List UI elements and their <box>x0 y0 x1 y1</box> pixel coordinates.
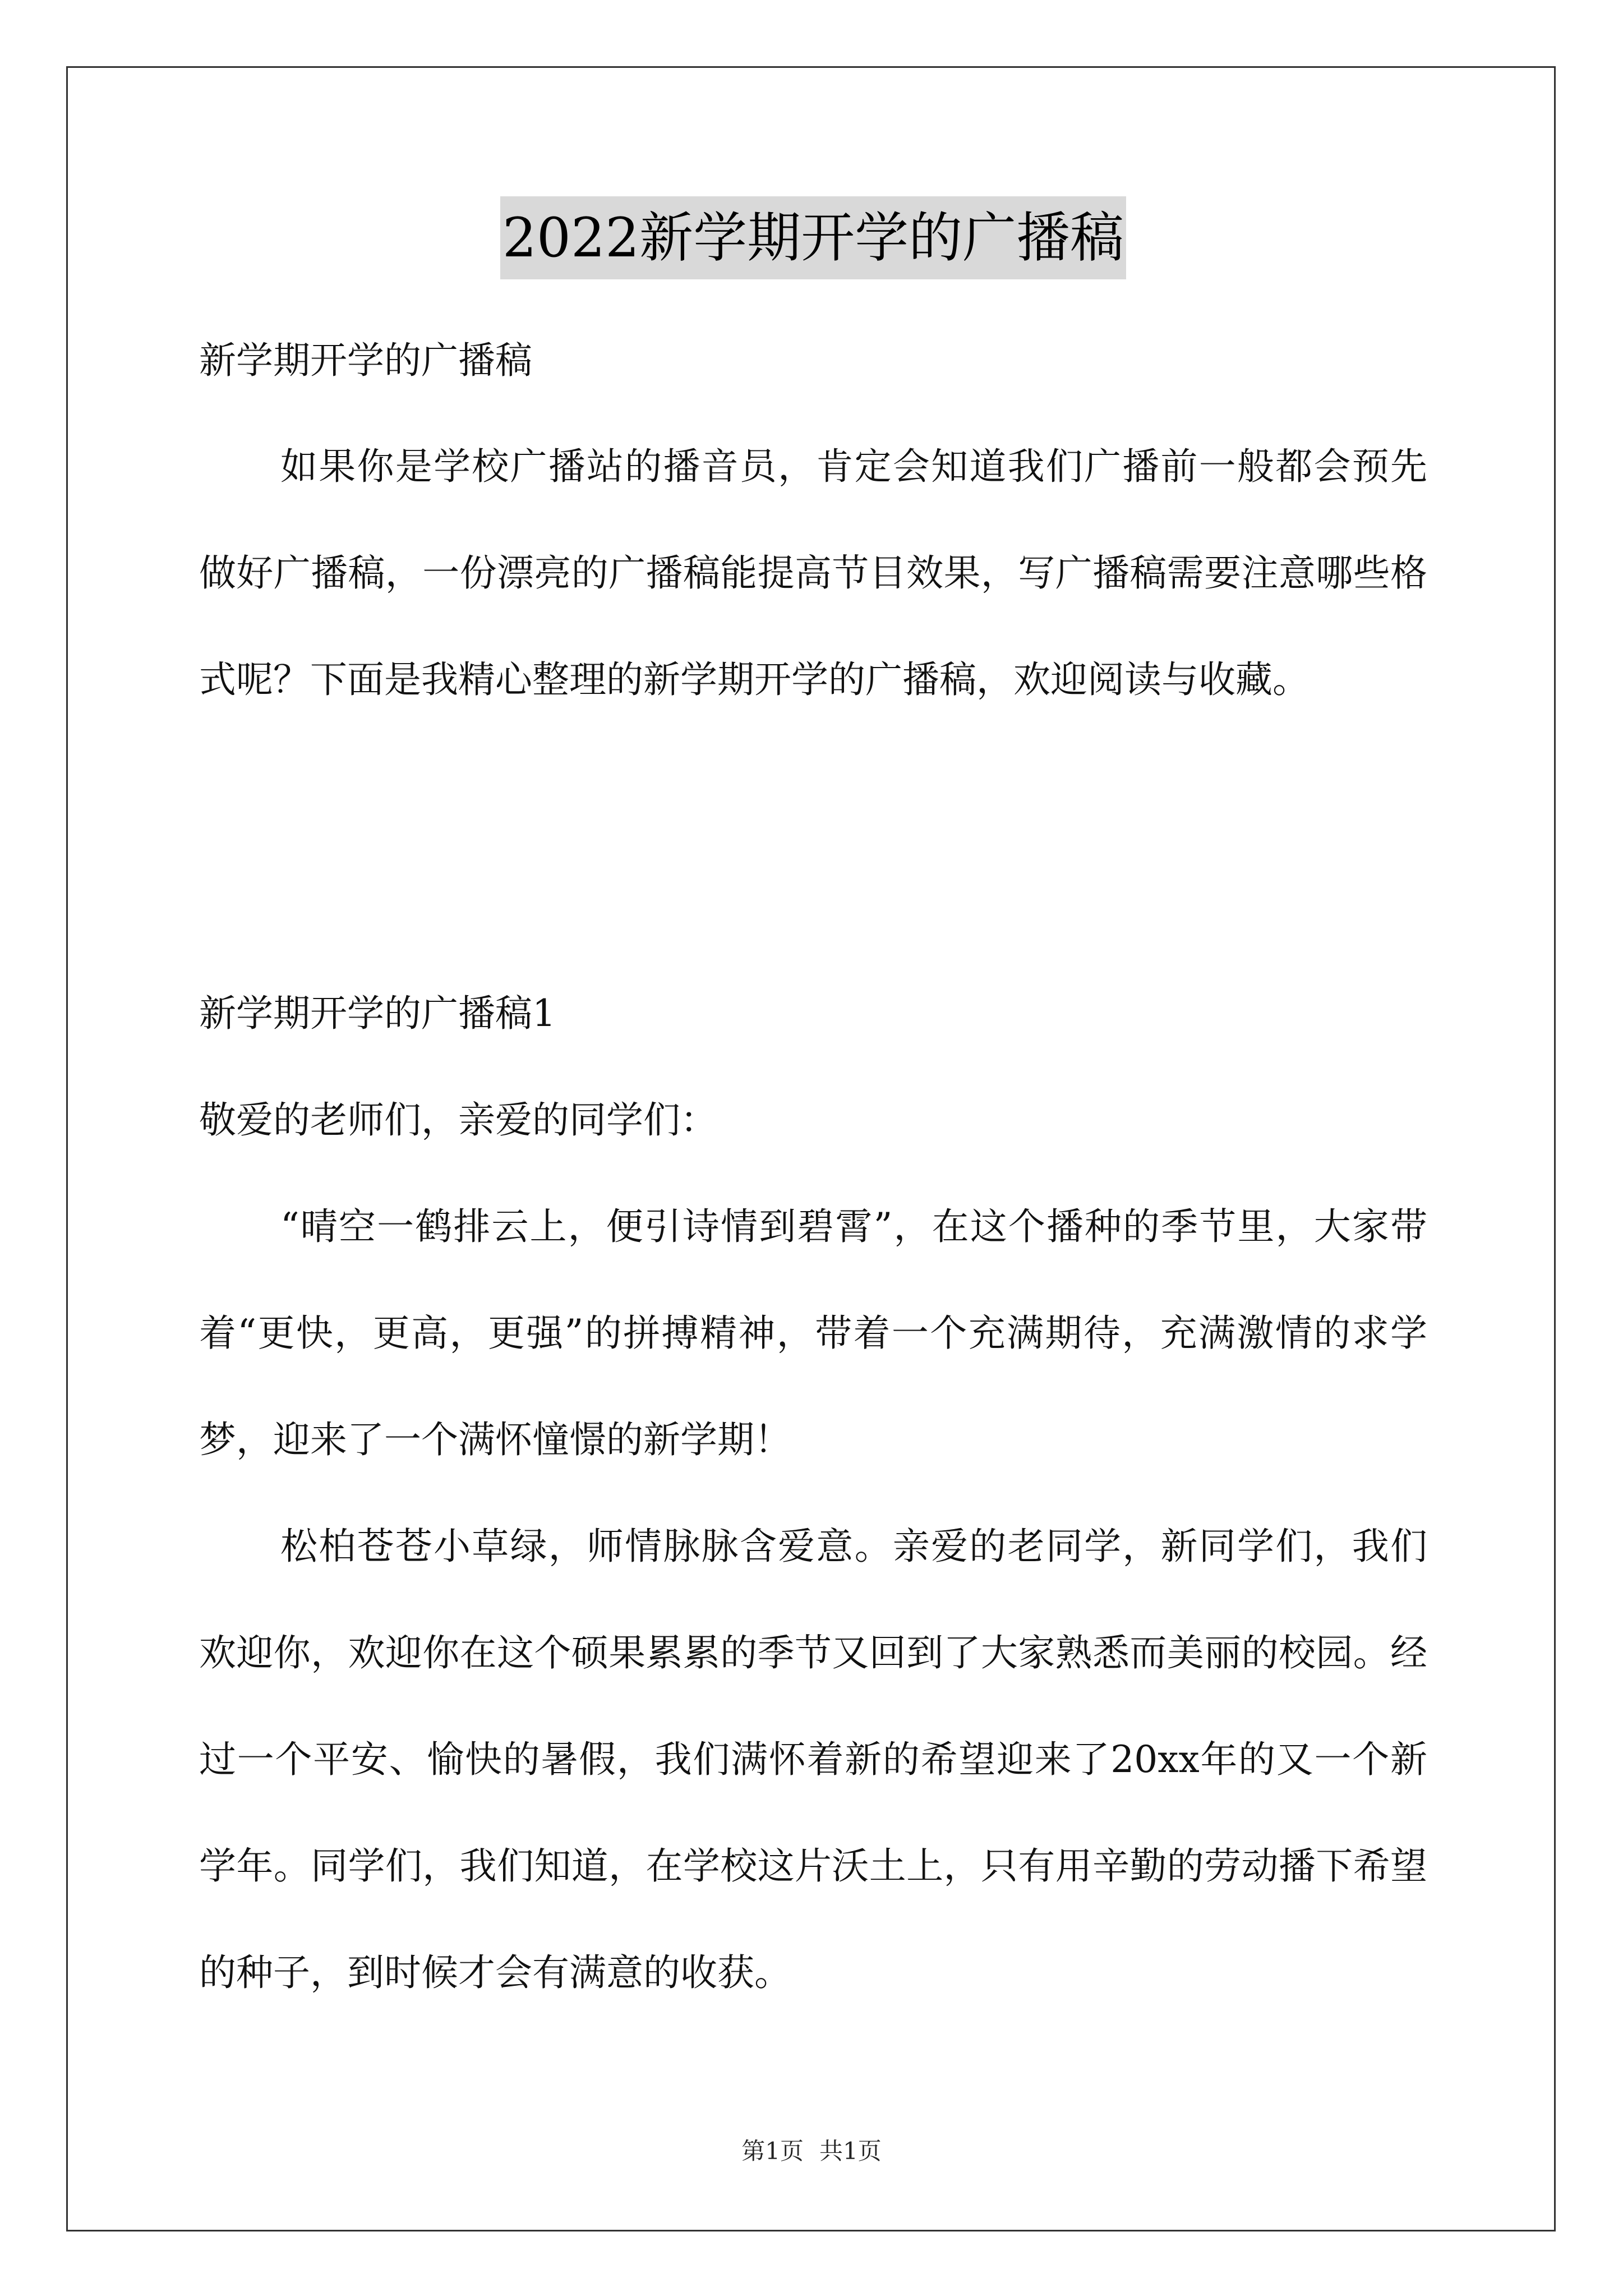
document-title: 2022新学期开学的广播稿 <box>500 196 1126 279</box>
salutation: 敬爱的老师们，亲爱的同学们： <box>199 1098 717 1142</box>
body-paragraph-2: 松柏苍苍小草绿，师情脉脉含爱意。亲爱的老同学，新同学们，我们欢迎你，欢迎你在这个硕果累累的季节又回到了大家熟悉而美丽的校园。经过一个平安、愉快的暑假，我们满怀着新的希望迎来了20xx年的又一个新学年。同学们，我们知道，在学校这片沃土上，只有用辛勤的劳动播下希望的种子，到时候才会有满意的收获。 <box>199 1525 1427 1994</box>
page-footer <box>0 2133 1623 2166</box>
title-wrapper <box>199 196 1427 279</box>
subtitle: 新学期开学的广播稿 <box>199 339 532 382</box>
section-heading: 新学期开学的广播稿1 <box>199 992 556 1035</box>
page-number: 第1页 <box>741 2137 804 2165</box>
body-paragraph-1: “晴空一鹤排云上，便引诗情到碧霄”，在这个播种的季节里，大家带着“更快，更高，更强”的拼搏精神，带着一个充满期待，充满激情的求学梦，迎来了一个满怀憧憬的新学期！ <box>199 1205 1427 1461</box>
page-total: 共1页 <box>819 2137 882 2165</box>
intro-paragraph: 如果你是学校广播站的播音员，肯定会知道我们广播前一般都会预先做好广播稿，一份漂亮的广播稿能提高节目效果，写广播稿需要注意哪些格式呢？下面是我精心整理的新学期开学的广播稿，欢迎阅读与收藏。 <box>199 445 1427 701</box>
